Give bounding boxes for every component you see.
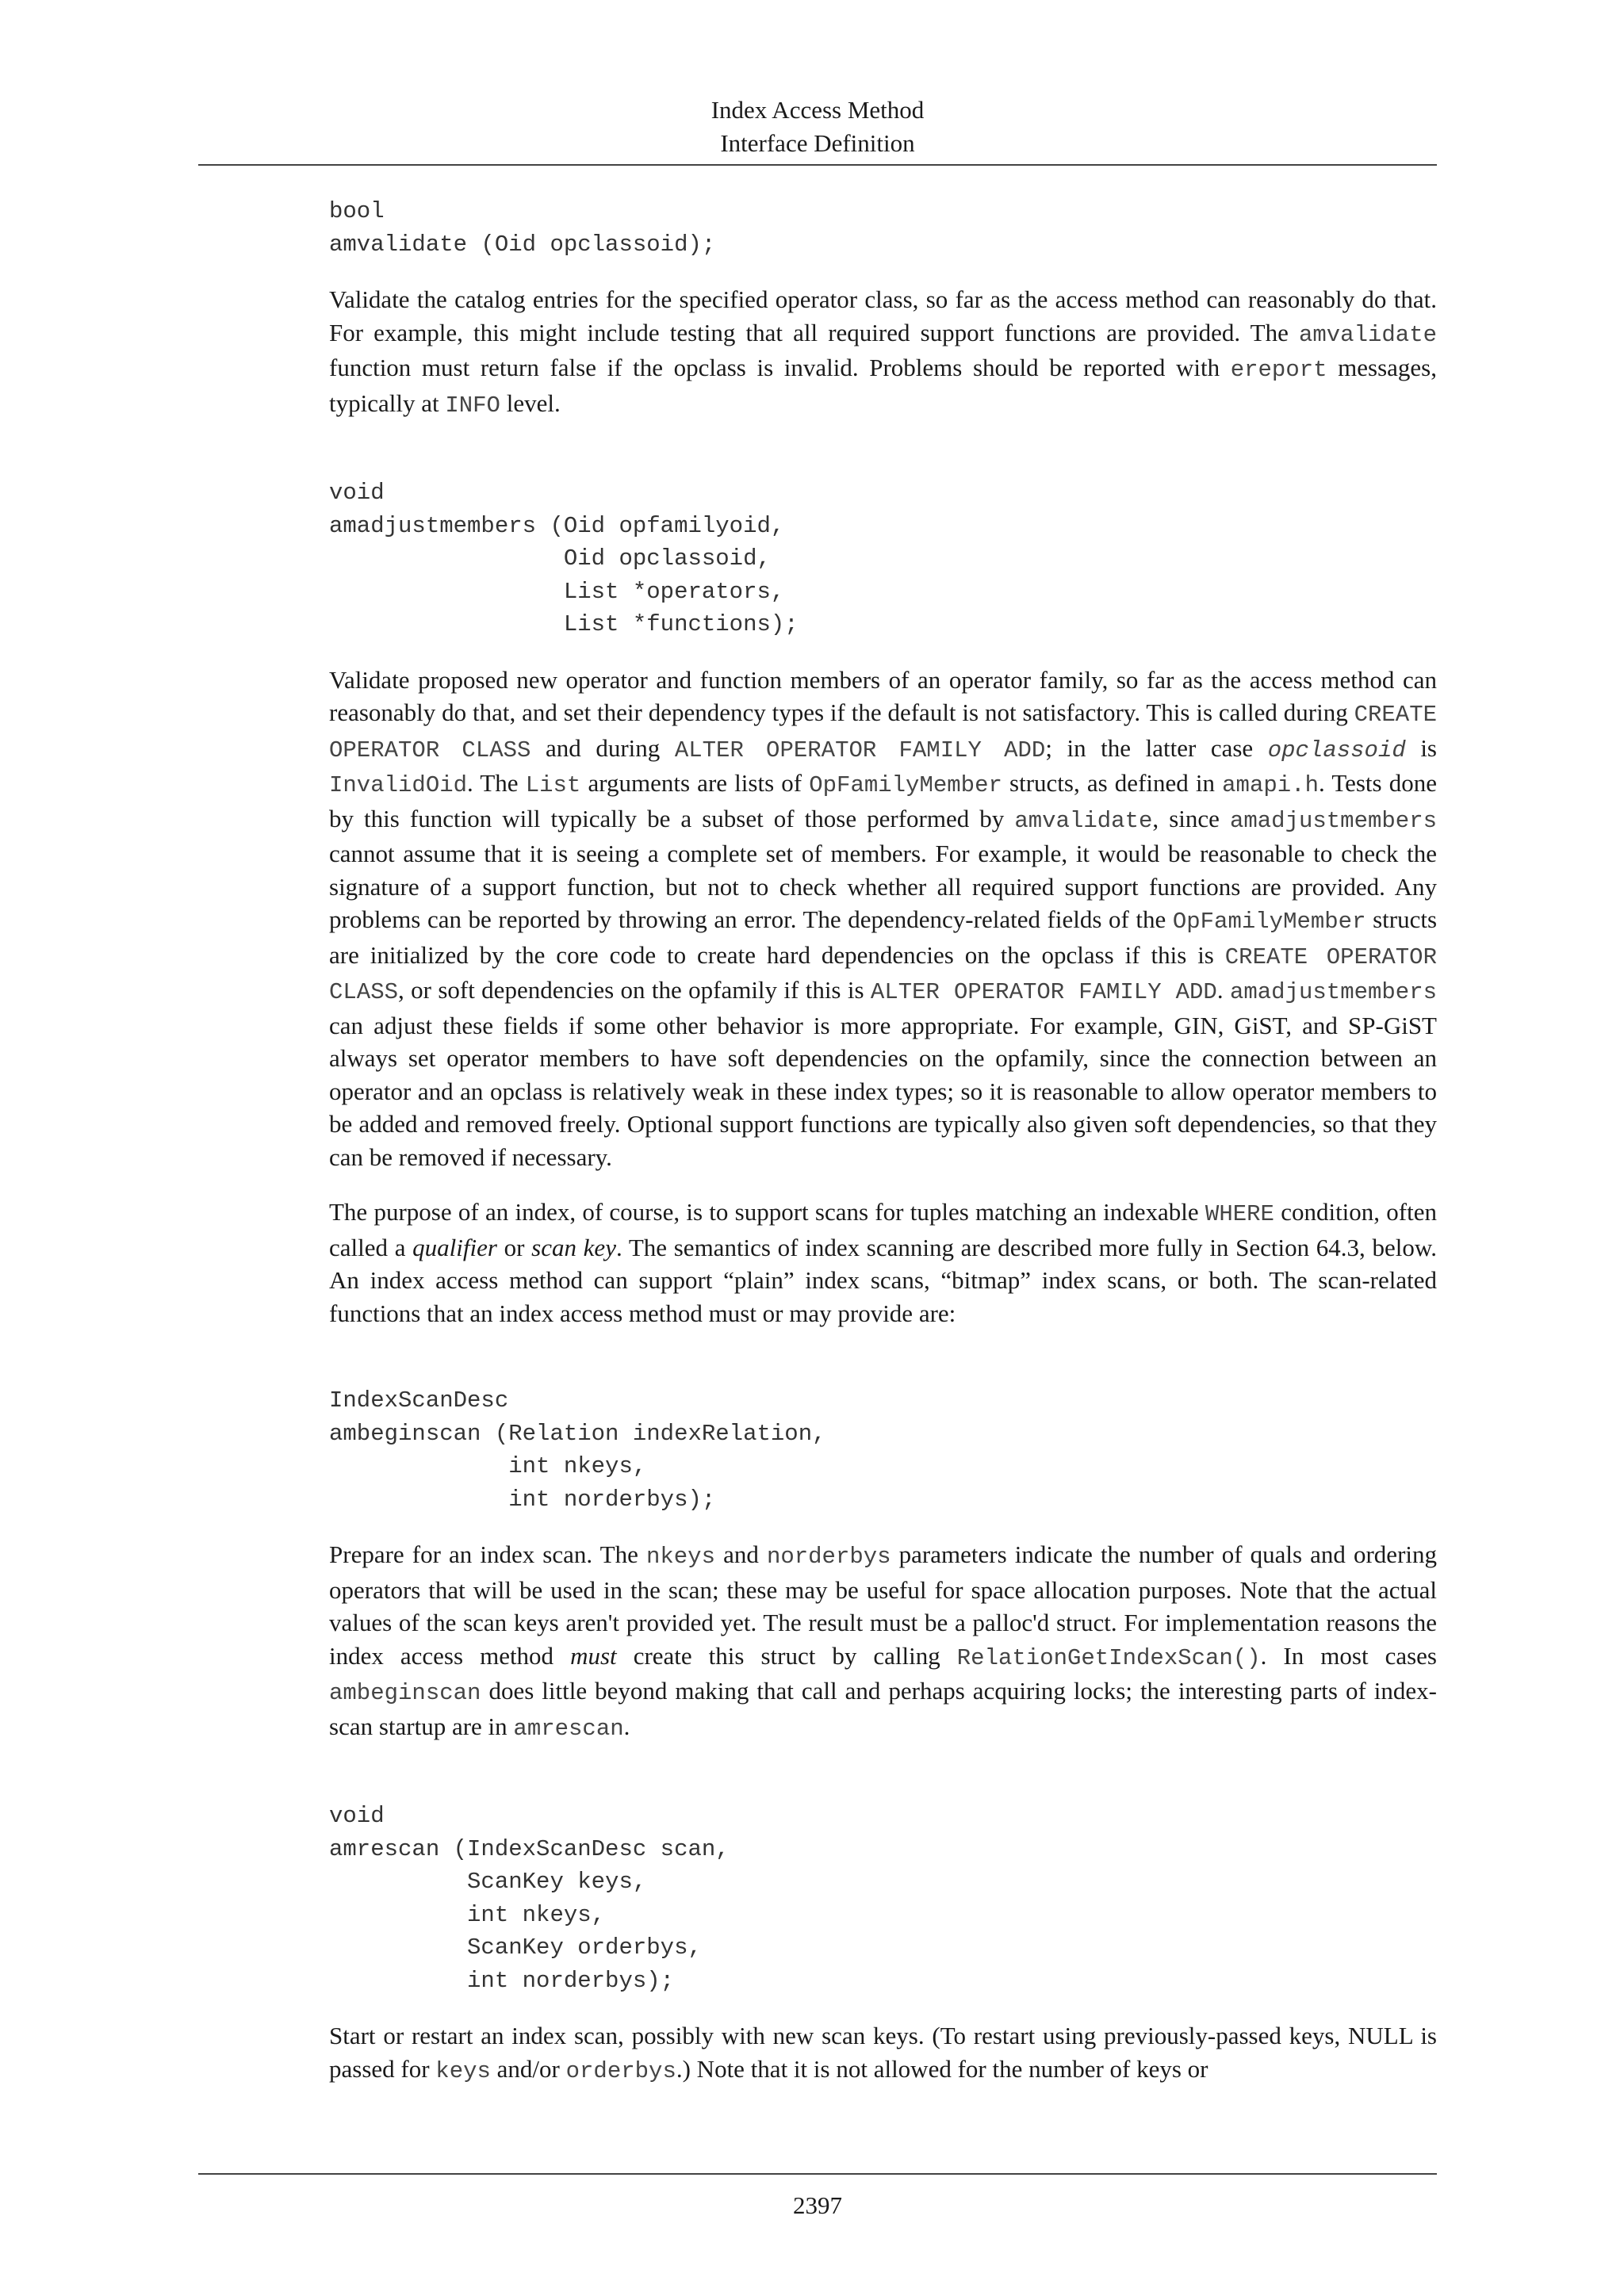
inline-code: orderbys (565, 2057, 676, 2084)
running-header (198, 94, 1437, 160)
page-body (329, 195, 1437, 2087)
inline-code: ALTER OPERATOR FAMILY ADD (870, 979, 1217, 1005)
code-amvalidate-signature: bool amvalidate (Oid opclassoid); (329, 198, 716, 258)
inline-code: nkeys (645, 1544, 715, 1570)
inline-code: amvalidate (1014, 807, 1153, 834)
emphasis: qualifier (412, 1233, 497, 1261)
emphasis: must (570, 1641, 617, 1670)
header-line-2: Interface Definition (720, 129, 915, 157)
inline-code: ereport (1230, 357, 1327, 383)
paragraph-amadjustmembers: Validate proposed new operator and function members of an operator family, so far as the access method can reasonably do that, and set their dependency types if the default is not satisfactory. This is called during CREATE OPERATOR CLASS and during ALTER OPERATOR FAMILY ADD; in the latter case opclassoid is InvalidOid. The List arguments are lists of OpFamilyMember structs, as defined in amapi.h. Tests done by this function will typically be a subset of those performed by amvalidate, since amadjustmembers cannot assume that it is seeing a complete set of members. For example, it would be reasonable to check the signature of a support function, but not to check whether all required support functions are provided. Any problems can be reported by throwing an error. The dependency-related fields of the OpFamilyMember structs are initialized by the core code to create hard dependencies on the opclass if this is CREATE OPERATOR CLASS, or soft dependencies on the opfamily if this is ALTER OPERATOR FAMILY ADD. amadjustmembers can adjust these fields if some other behavior is more appropriate. For example, GIN, GiST, and SP-GiST always set operator members to have soft dependencies on the opfamily, since the connection between an operator and an opclass is relatively weak in these index types; so it is reasonable to allow operator members to be added and removed freely. Optional support functions are typically also given soft dependencies, so that they can be removed if necessary. (329, 665, 1438, 1171)
inline-code: amadjustmembers (1229, 979, 1438, 1005)
page-number: 2397 (793, 2191, 842, 2219)
code-ambeginscan-signature: IndexScanDesc ambeginscan (Relation indexRelation, int nkeys, int norderbys); (329, 1387, 826, 1513)
paragraph-scan-purpose: The purpose of an index, of course, is to support scans for tuples matching an indexable WHERE condition, often called a qualifier or scan key. The semantics of index scanning are described more fully in Section 64.3, below. An index access method can support “plain” index scans, “bitmap” index scans, or both. The scan-related functions that an index access method must or may provide are: (329, 1198, 1437, 1327)
paragraph-ambeginscan: Prepare for an index scan. The nkeys and norderbys parameters indicate the number of quals and ordering operators that will be used in the scan; these may be useful for space allocation purposes. Note that the actual values of the scan keys aren't provided yet. The result must be a palloc'd struct. For implementation reasons the index access method must create this struct by calling RelationGetIndexScan(). In most cases ambeginscan does little beyond making that call and perhaps acquiring locks; the interesting parts of index-scan startup are in amrescan. (329, 1540, 1437, 1742)
inline-code: CREATE OPERATOR CLASS (329, 943, 1437, 1005)
inline-code: keys (435, 2057, 491, 2084)
code-amadjustmembers-signature: void amadjustmembers (Oid opfamilyoid, Oid opclassoid, List *operators, List *functions); (329, 480, 799, 637)
header-rule (198, 164, 1437, 166)
inline-code: INFO (445, 392, 500, 419)
inline-code: amadjustmembers (1229, 807, 1437, 834)
inline-code: amvalidate (1298, 321, 1437, 348)
inline-code: InvalidOid (329, 772, 468, 798)
footer-rule (198, 2173, 1437, 2175)
inline-code-italic: opclassoid (1267, 737, 1406, 763)
code-amrescan-signature: void amrescan (IndexScanDesc scan, ScanKey keys, int nkeys, ScanKey orderbys, int norderbys); (329, 1803, 730, 1994)
inline-code: CREATE OPERATOR CLASS (329, 702, 1437, 763)
inline-code: List (525, 772, 581, 798)
emphasis: scan key (531, 1233, 616, 1261)
inline-code: RelationGetIndexScan() (956, 1644, 1261, 1671)
header-line-1: Index Access Method (710, 96, 925, 124)
inline-code: ambeginscan (329, 1680, 481, 1706)
inline-code: amrescan (513, 1715, 624, 1742)
inline-code: WHERE (1205, 1201, 1274, 1227)
inline-code: norderbys (766, 1544, 891, 1570)
inline-code: ALTER OPERATOR FAMILY ADD (674, 737, 1046, 763)
inline-code: amapi.h (1222, 772, 1319, 798)
paragraph-amrescan: Start or restart an index scan, possibly with new scan keys. (To restart using previously-passed keys, NULL is passed for keys and/or orderbys.) Note that it is not allowed for the number of keys or (329, 2022, 1437, 2084)
paragraph-amvalidate: Validate the catalog entries for the specified operator class, so far as the access method can reasonably do that. For example, this might include testing that all required support functions are provided. The amvalidate function must return false if the opclass is invalid. Problems should be reported with ereport messages, typically at INFO level. (329, 285, 1437, 419)
inline-code: OpFamilyMember (1172, 909, 1366, 935)
inline-code: OpFamilyMember (809, 772, 1002, 798)
